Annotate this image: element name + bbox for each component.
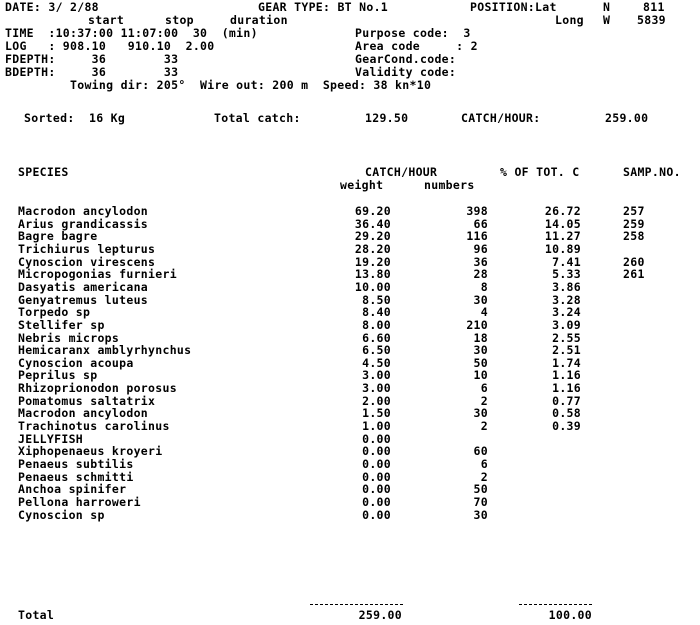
- cell-species: Micropogonias furnieri: [18, 267, 177, 282]
- total-pct: 100.00: [548, 608, 592, 622]
- cell-pct: 0.39: [552, 419, 581, 434]
- cell-pct: 3.28: [552, 292, 581, 307]
- col-start-label: start: [88, 13, 125, 27]
- cell-weight: 13.80: [354, 267, 391, 282]
- log-row: LOG : 908.10 910.10 2.00: [5, 39, 215, 53]
- col-stop-label: stop: [165, 13, 194, 27]
- cell-species: Pomatomus saltatrix: [18, 393, 156, 408]
- cell-numbers: 70: [473, 494, 488, 509]
- gearcond-code: GearCond.code:: [355, 52, 457, 66]
- cell-weight: 1.50: [362, 406, 391, 421]
- cell-pct: 1.74: [552, 355, 581, 370]
- validity-code: Validity code:: [355, 65, 457, 79]
- cell-numbers: 8: [480, 279, 488, 294]
- cell-weight: 0.00: [362, 469, 391, 484]
- weight-total-rule: [310, 604, 403, 605]
- cell-weight: 8.40: [362, 305, 391, 320]
- cell-numbers: 50: [473, 355, 488, 370]
- weight-header: weight: [340, 178, 384, 192]
- cell-species: Peprilus sp: [18, 368, 98, 383]
- cell-numbers: 210: [466, 317, 488, 332]
- pct-header: % OF TOT. C: [500, 165, 580, 179]
- cell-samp: 260: [623, 254, 645, 269]
- cell-species: JELLYFISH: [18, 431, 84, 446]
- cell-samp: 259: [623, 216, 645, 231]
- samp-header: SAMP.NO.: [623, 165, 681, 179]
- cell-pct: 26.72: [544, 204, 581, 218]
- cell-numbers: 18: [473, 330, 488, 345]
- cell-numbers: 30: [473, 406, 488, 421]
- towing-row: Towing dir: 205° Wire out: 200 m Speed: 38 kn*10: [70, 78, 432, 92]
- cell-species: Macrodon ancylodon: [18, 406, 149, 421]
- numbers-header: numbers: [424, 178, 475, 192]
- cell-numbers: 30: [473, 507, 488, 522]
- cell-species: Cynoscion virescens: [18, 254, 156, 269]
- catch-per-hour-value: 259.00: [605, 111, 649, 125]
- cell-species: Torpedo sp: [18, 305, 91, 320]
- cell-weight: 3.00: [362, 381, 391, 396]
- pct-total-rule: [519, 604, 592, 605]
- lat-hemisphere: N: [603, 0, 611, 14]
- cell-species: Arius grandicassis: [18, 216, 149, 231]
- cell-weight: 0.00: [362, 457, 391, 471]
- cell-weight: 69.20: [354, 204, 391, 218]
- cell-pct: 14.05: [544, 216, 581, 231]
- cell-numbers: 30: [473, 343, 488, 358]
- cell-numbers: 96: [473, 241, 488, 256]
- gear-type-label: GEAR TYPE: BT No.1: [258, 0, 389, 14]
- cell-pct: 7.41: [552, 254, 581, 269]
- catch-hour-header: CATCH/HOUR: [365, 165, 438, 179]
- cell-species: Cynoscion sp: [18, 507, 105, 522]
- total-catch-value: 129.50: [365, 111, 409, 125]
- cell-species: Hemicaranx amblyrhynchus: [18, 343, 192, 358]
- catch-per-hour-label: CATCH/HOUR:: [461, 111, 541, 125]
- cell-numbers: 116: [466, 229, 488, 244]
- cell-weight: 0.00: [362, 494, 391, 509]
- lat-value: 811: [643, 0, 665, 14]
- cell-pct: 1.16: [552, 381, 581, 396]
- date-label: DATE: 3/ 2/88: [5, 0, 99, 14]
- cell-weight: 6.60: [362, 330, 391, 345]
- long-label: Long: [555, 13, 584, 27]
- cell-weight: 28.20: [354, 241, 391, 256]
- total-catch-label: Total catch:: [214, 111, 301, 125]
- cell-numbers: 66: [473, 216, 488, 231]
- cell-species: Dasyatis americana: [18, 279, 149, 294]
- cell-weight: 36.40: [354, 216, 391, 231]
- cell-weight: 19.20: [354, 254, 391, 269]
- cell-pct: 11.27: [544, 229, 581, 244]
- time-row: TIME :10:37:00 11:07:00 30 (min): [5, 26, 258, 40]
- cell-species: Penaeus subtilis: [18, 457, 134, 471]
- cell-numbers: 2: [480, 469, 488, 484]
- cell-species: Trachinotus carolinus: [18, 419, 170, 434]
- cell-weight: 3.00: [362, 368, 391, 383]
- cell-numbers: 30: [473, 292, 488, 307]
- long-value: 5839: [637, 13, 666, 27]
- cell-pct: 5.33: [552, 267, 581, 282]
- bdepth-row: BDEPTH: 36 33: [5, 65, 179, 79]
- cell-pct: 1.16: [552, 368, 581, 383]
- cell-numbers: 6: [480, 381, 488, 396]
- cell-pct: 2.51: [552, 343, 581, 358]
- long-hemisphere: W: [603, 13, 611, 27]
- position-label: POSITION:Lat: [470, 0, 557, 14]
- cell-numbers: 398: [466, 204, 488, 218]
- cell-species: Stellifer sp: [18, 317, 105, 332]
- cell-weight: 0.00: [362, 431, 391, 446]
- area-code: Area code : 2: [355, 39, 478, 53]
- cell-weight: 0.00: [362, 444, 391, 459]
- cell-pct: 3.24: [552, 305, 581, 320]
- cell-pct: 0.58: [552, 406, 581, 421]
- cell-species: Macrodon ancylodon: [18, 204, 149, 218]
- cell-weight: 2.00: [362, 393, 391, 408]
- cell-weight: 8.00: [362, 317, 391, 332]
- cell-species: Bagre bagre: [18, 229, 98, 244]
- sorted-label: Sorted: 16 Kg: [24, 111, 126, 125]
- cell-numbers: 28: [473, 267, 488, 282]
- cell-pct: 3.86: [552, 279, 581, 294]
- cell-species: Genyatremus luteus: [18, 292, 149, 307]
- cell-samp: 257: [623, 204, 645, 218]
- cell-numbers: 6: [480, 457, 488, 471]
- cell-species: Rhizoprionodon porosus: [18, 381, 177, 396]
- cell-numbers: 36: [473, 254, 488, 269]
- cell-species: Cynoscion acoupa: [18, 355, 134, 370]
- cell-weight: 1.00: [362, 419, 391, 434]
- cell-pct: 3.09: [552, 317, 581, 332]
- cell-species: Anchoa spinifer: [18, 482, 127, 497]
- cell-weight: 0.00: [362, 482, 391, 497]
- cell-pct: 10.89: [544, 241, 581, 256]
- cell-species: Nebris microps: [18, 330, 120, 345]
- cell-weight: 8.50: [362, 292, 391, 307]
- col-duration-label: duration: [230, 13, 288, 27]
- cell-samp: 258: [623, 229, 645, 244]
- cell-species: Trichiurus lepturus: [18, 241, 156, 256]
- cell-pct: 0.77: [552, 393, 581, 408]
- cell-weight: 4.50: [362, 355, 391, 370]
- total-weight: 259.00: [358, 608, 402, 622]
- cell-weight: 10.00: [354, 279, 391, 294]
- cell-weight: 29.20: [354, 229, 391, 244]
- cell-pct: 2.55: [552, 330, 581, 345]
- cell-species: Xiphopenaeus kroyeri: [18, 444, 163, 459]
- cell-numbers: 50: [473, 482, 488, 497]
- cell-species: Penaeus schmitti: [18, 469, 134, 484]
- cell-weight: 0.00: [362, 507, 391, 522]
- cell-numbers: 2: [480, 419, 488, 434]
- cell-weight: 6.50: [362, 343, 391, 358]
- purpose-code: Purpose code: 3: [355, 26, 471, 40]
- cell-numbers: 4: [480, 305, 488, 320]
- species-header: SPECIES: [18, 165, 69, 179]
- total-label: Total: [18, 608, 55, 622]
- fdepth-row: FDEPTH: 36 33: [5, 52, 179, 66]
- cell-numbers: 2: [480, 393, 488, 408]
- cell-samp: 261: [623, 267, 645, 282]
- cell-species: Pellona harroweri: [18, 494, 141, 509]
- cell-numbers: 10: [473, 368, 488, 383]
- cell-numbers: 60: [473, 444, 488, 459]
